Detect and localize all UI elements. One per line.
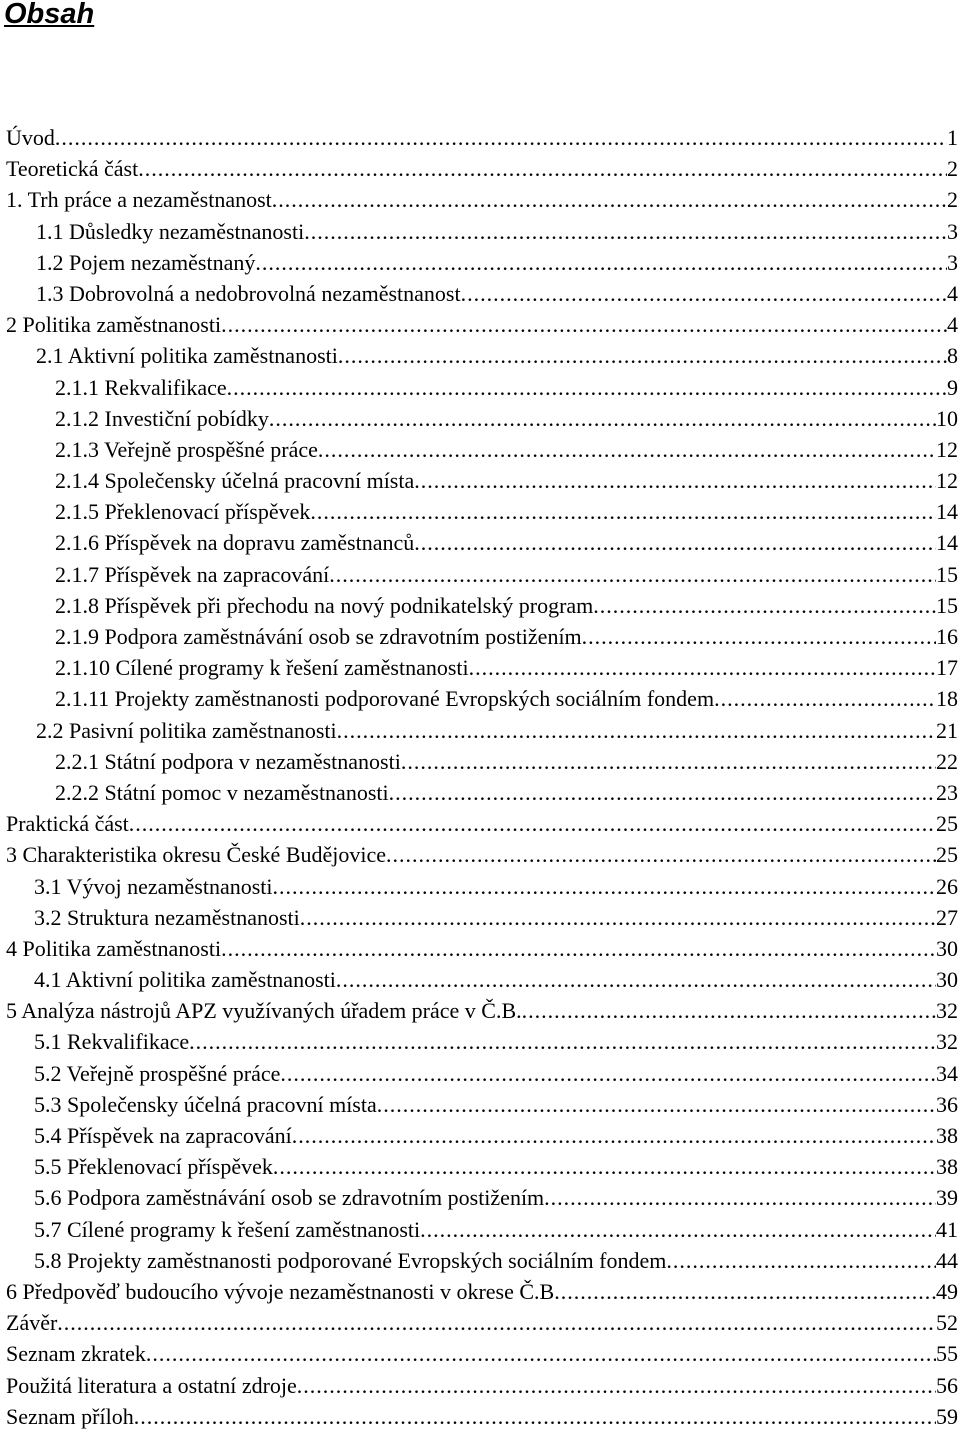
toc-page-number: 38 bbox=[936, 1154, 958, 1180]
toc-page-number: 36 bbox=[936, 1091, 958, 1117]
toc-leader-dots bbox=[554, 1276, 936, 1307]
toc-entry-title: 3.2 Struktura nezaměstnanosti bbox=[34, 904, 300, 930]
toc-entry-title: 5.8 Projekty zaměstnanosti podporované Evropských sociálním fondem bbox=[34, 1247, 667, 1273]
toc-entry-title: 2.1.5 Překlenovací příspěvek bbox=[55, 499, 311, 525]
toc-leader-dots bbox=[55, 122, 947, 153]
toc-entry-title: 5.5 Překlenovací příspěvek bbox=[34, 1154, 273, 1180]
toc-entry-title: 5.4 Příspěvek na zapracování bbox=[34, 1123, 292, 1148]
toc-leader-dots bbox=[389, 777, 936, 808]
toc-page-number: 16 bbox=[936, 624, 958, 649]
toc-leader-dots bbox=[593, 590, 936, 621]
toc-leader-dots bbox=[300, 902, 936, 933]
toc-entry-title: 5.7 Cílené programy k řešení zaměstnanosti bbox=[34, 1216, 421, 1242]
toc-leader-dots bbox=[57, 1307, 936, 1338]
toc-entry[interactable] bbox=[0, 1120, 960, 1151]
toc-entry[interactable] bbox=[0, 1182, 960, 1213]
toc-entry[interactable] bbox=[0, 434, 960, 465]
toc-leader-dots bbox=[129, 808, 936, 839]
toc-entry[interactable] bbox=[0, 1401, 960, 1432]
toc-leader-dots bbox=[401, 746, 936, 777]
toc-entry[interactable] bbox=[0, 1276, 960, 1307]
toc-entry[interactable] bbox=[0, 652, 960, 683]
toc-entry[interactable] bbox=[0, 372, 960, 403]
toc-page-number: 9 bbox=[947, 374, 958, 400]
toc-leader-dots bbox=[461, 278, 947, 309]
toc-leader-dots bbox=[273, 871, 937, 902]
toc-page-number: 8 bbox=[947, 343, 958, 369]
toc-page-number: 52 bbox=[936, 1310, 958, 1336]
toc-page-number: 12 bbox=[936, 468, 958, 494]
toc-entry-title: 1. Trh práce a nezaměstnanost bbox=[6, 187, 272, 213]
toc-entry[interactable] bbox=[0, 1370, 960, 1401]
toc-entry[interactable] bbox=[0, 465, 960, 496]
toc-leader-dots bbox=[337, 715, 936, 746]
toc-entry-title: 2.2.1 Státní podpora v nezaměstnanosti bbox=[55, 748, 401, 774]
toc-entry[interactable] bbox=[0, 715, 960, 746]
toc-leader-dots bbox=[189, 1026, 936, 1057]
toc-page-number: 30 bbox=[936, 935, 958, 961]
toc-leader-dots bbox=[221, 933, 936, 964]
toc-page-number: 17 bbox=[936, 655, 958, 681]
toc-page-number: 1 bbox=[947, 125, 958, 150]
toc-page-number: 22 bbox=[936, 748, 958, 774]
toc-entry-title: 2.1.6 Příspěvek na dopravu zaměstnanců bbox=[55, 530, 415, 556]
toc-page-number: 15 bbox=[936, 561, 958, 587]
toc-leader-dots bbox=[420, 1214, 936, 1245]
toc-page-number: 10 bbox=[936, 405, 958, 431]
toc-entry-title: Seznam příloh bbox=[6, 1403, 134, 1429]
toc-entry[interactable] bbox=[0, 933, 960, 964]
toc-page-number: 18 bbox=[936, 686, 958, 712]
toc-page-number: 14 bbox=[936, 530, 958, 556]
toc-leader-dots bbox=[666, 1245, 936, 1276]
toc-page-number: 30 bbox=[936, 967, 958, 993]
toc-entry-title: 2.2 Pasivní politika zaměstnanosti bbox=[36, 717, 337, 743]
toc-page-number: 25 bbox=[936, 842, 958, 868]
toc-entry[interactable] bbox=[0, 1026, 960, 1057]
toc-entry[interactable] bbox=[0, 247, 960, 278]
toc-entry[interactable] bbox=[0, 184, 960, 215]
toc-entry[interactable] bbox=[0, 777, 960, 808]
toc-leader-dots bbox=[304, 216, 947, 247]
toc-entry[interactable] bbox=[0, 559, 960, 590]
toc-leader-dots bbox=[544, 1182, 936, 1213]
toc-entry-title: 2.1 Aktivní politika zaměstnanosti bbox=[36, 343, 338, 369]
toc-leader-dots bbox=[329, 559, 936, 590]
toc-entry-title: 1.1 Důsledky nezaměstnanosti bbox=[36, 218, 305, 244]
toc-leader-dots bbox=[522, 995, 936, 1026]
toc-entry[interactable] bbox=[0, 496, 960, 527]
toc-page-number: 14 bbox=[936, 499, 958, 525]
toc-page-number: 27 bbox=[936, 904, 958, 930]
toc-leader-dots bbox=[138, 153, 947, 184]
toc-leader-dots bbox=[292, 1120, 936, 1151]
toc-page-number: 4 bbox=[947, 312, 958, 338]
toc-page-number: 2 bbox=[947, 156, 958, 182]
toc-entry[interactable] bbox=[0, 621, 960, 652]
toc-page-number: 25 bbox=[936, 811, 958, 837]
toc-entry-title: Teoretická část bbox=[6, 156, 139, 182]
toc-leader-dots bbox=[255, 247, 947, 278]
toc-entry[interactable] bbox=[0, 1058, 960, 1089]
toc-entry-title: 2.1.7 Příspěvek na zapracování bbox=[55, 561, 330, 587]
toc-entry[interactable] bbox=[0, 808, 960, 839]
toc-entry[interactable] bbox=[0, 1245, 960, 1276]
toc-entry[interactable] bbox=[0, 683, 960, 714]
toc-leader-dots bbox=[714, 683, 936, 714]
toc-entry[interactable] bbox=[0, 839, 960, 870]
toc-page-number: 34 bbox=[936, 1060, 958, 1086]
toc-entry-title: 6 Předpověď budoucího vývoje nezaměstnanosti v okrese Č.B bbox=[6, 1278, 555, 1304]
toc-entry[interactable] bbox=[0, 278, 960, 309]
toc-entry-title: 1.3 Dobrovolná a nedobrovolná nezaměstnanost bbox=[36, 280, 461, 306]
page-title: Obsah bbox=[4, 0, 95, 30]
toc-page-number: 26 bbox=[936, 873, 958, 899]
toc-leader-dots bbox=[469, 652, 936, 683]
toc-leader-dots bbox=[280, 1058, 936, 1089]
toc-entry-title: 2.1.9 Podpora zaměstnávání osob se zdravotním postižením bbox=[55, 624, 582, 649]
toc-entry[interactable] bbox=[0, 964, 960, 995]
toc-entry-title: 4.1 Aktivní politika zaměstnanosti bbox=[34, 967, 336, 993]
toc-entry[interactable] bbox=[0, 1151, 960, 1182]
toc-page-number: 49 bbox=[936, 1278, 958, 1304]
toc-page-number: 15 bbox=[936, 592, 958, 618]
toc-entry[interactable] bbox=[0, 216, 960, 247]
toc-entry-title: 2.1.8 Příspěvek při přechodu na nový podnikatelský program bbox=[55, 592, 594, 618]
toc-entry-title: 5.3 Společensky účelná pracovní místa bbox=[34, 1091, 377, 1117]
toc-entry[interactable] bbox=[0, 746, 960, 777]
toc-entry-title: 2 Politika zaměstnanosti bbox=[6, 312, 222, 338]
toc-entry[interactable] bbox=[0, 1214, 960, 1245]
toc-page-number: 3 bbox=[947, 218, 958, 244]
toc-entry-title: 3 Charakteristika okresu České Budějovice bbox=[6, 842, 387, 868]
toc-entry[interactable] bbox=[0, 1089, 960, 1120]
toc-entry[interactable] bbox=[0, 403, 960, 434]
toc-entry[interactable] bbox=[0, 1338, 960, 1369]
toc-entry[interactable] bbox=[0, 527, 960, 558]
toc-leader-dots bbox=[134, 1401, 936, 1432]
toc-entry-title: 2.1.2 Investiční pobídky bbox=[55, 405, 269, 431]
toc-entry[interactable] bbox=[0, 871, 960, 902]
toc-entry[interactable] bbox=[0, 153, 960, 184]
toc-entry[interactable] bbox=[0, 122, 960, 153]
toc-entry-title: Závěr bbox=[6, 1310, 58, 1336]
toc-entry[interactable] bbox=[0, 340, 960, 371]
toc-page-number: 4 bbox=[947, 280, 958, 306]
toc-leader-dots bbox=[310, 496, 936, 527]
toc-entry-title: 2.1.4 Společensky účelná pracovní místa bbox=[55, 468, 415, 494]
toc-leader-dots bbox=[338, 340, 947, 371]
toc-leader-dots bbox=[386, 839, 936, 870]
toc-leader-dots bbox=[414, 465, 936, 496]
toc-entry-title: Použitá literatura a ostatní zdroje bbox=[6, 1372, 297, 1398]
toc-page-number: 56 bbox=[936, 1372, 958, 1398]
toc-page-number: 32 bbox=[936, 998, 958, 1024]
toc-page-number: 38 bbox=[936, 1123, 958, 1148]
toc-entry-title: Seznam zkratek bbox=[6, 1341, 146, 1367]
toc-page-number: 41 bbox=[936, 1216, 958, 1242]
toc-leader-dots bbox=[336, 964, 936, 995]
toc-entry-title: 2.1.10 Cílené programy k řešení zaměstnanosti bbox=[55, 655, 469, 681]
toc-leader-dots bbox=[227, 372, 947, 403]
toc-entry[interactable] bbox=[0, 590, 960, 621]
toc-leader-dots bbox=[414, 527, 936, 558]
toc-entry-title: 2.1.11 Projekty zaměstnanosti podporované Evropských sociálním fondem bbox=[55, 686, 715, 712]
toc-entry-title: 4 Politika zaměstnanosti bbox=[6, 935, 222, 961]
toc-entry[interactable] bbox=[0, 902, 960, 933]
toc-entry-title: 5.2 Veřejně prospěšné práce bbox=[34, 1060, 281, 1086]
toc-entry-title: 5.6 Podpora zaměstnávání osob se zdravotním postižením bbox=[34, 1185, 545, 1211]
toc-entry-title: 5 Analýza nástrojů APZ využívaných úřadem práce v Č.B. bbox=[6, 998, 522, 1024]
toc-page-number: 59 bbox=[936, 1403, 958, 1429]
toc-page-number: 2 bbox=[947, 187, 958, 213]
toc-page-number: 23 bbox=[936, 779, 958, 805]
toc-entry-title: Praktická část bbox=[6, 811, 129, 837]
toc-entry[interactable] bbox=[0, 995, 960, 1026]
toc-entry-title: 2.1.3 Veřejně prospěšné práce bbox=[55, 436, 318, 462]
toc-leader-dots bbox=[146, 1338, 936, 1369]
toc-entry[interactable] bbox=[0, 309, 960, 340]
toc-leader-dots bbox=[269, 403, 936, 434]
toc-leader-dots bbox=[582, 621, 936, 652]
table-of-contents bbox=[0, 122, 960, 1432]
toc-entry-title: 1.2 Pojem nezaměstnaný bbox=[36, 249, 256, 275]
toc-page-number: 55 bbox=[936, 1341, 958, 1367]
toc-entry-title: 3.1 Vývoj nezaměstnanosti bbox=[34, 873, 273, 899]
toc-page-number: 44 bbox=[936, 1247, 958, 1273]
toc-leader-dots bbox=[318, 434, 936, 465]
toc-leader-dots bbox=[297, 1370, 936, 1401]
toc-leader-dots bbox=[272, 184, 947, 215]
toc-entry-title: 5.1 Rekvalifikace bbox=[34, 1029, 190, 1055]
toc-leader-dots bbox=[221, 309, 947, 340]
toc-entry[interactable] bbox=[0, 1307, 960, 1338]
toc-leader-dots bbox=[273, 1151, 936, 1182]
toc-entry-title: 2.2.2 Státní pomoc v nezaměstnanosti bbox=[55, 779, 389, 805]
toc-entry-title: 2.1.1 Rekvalifikace bbox=[55, 374, 227, 400]
toc-entry-title: Úvod bbox=[6, 125, 55, 150]
toc-page-number: 12 bbox=[936, 436, 958, 462]
toc-page-number: 3 bbox=[947, 249, 958, 275]
toc-page-number: 32 bbox=[936, 1029, 958, 1055]
toc-page-number: 39 bbox=[936, 1185, 958, 1211]
toc-leader-dots bbox=[377, 1089, 936, 1120]
toc-page-number: 21 bbox=[936, 717, 958, 743]
